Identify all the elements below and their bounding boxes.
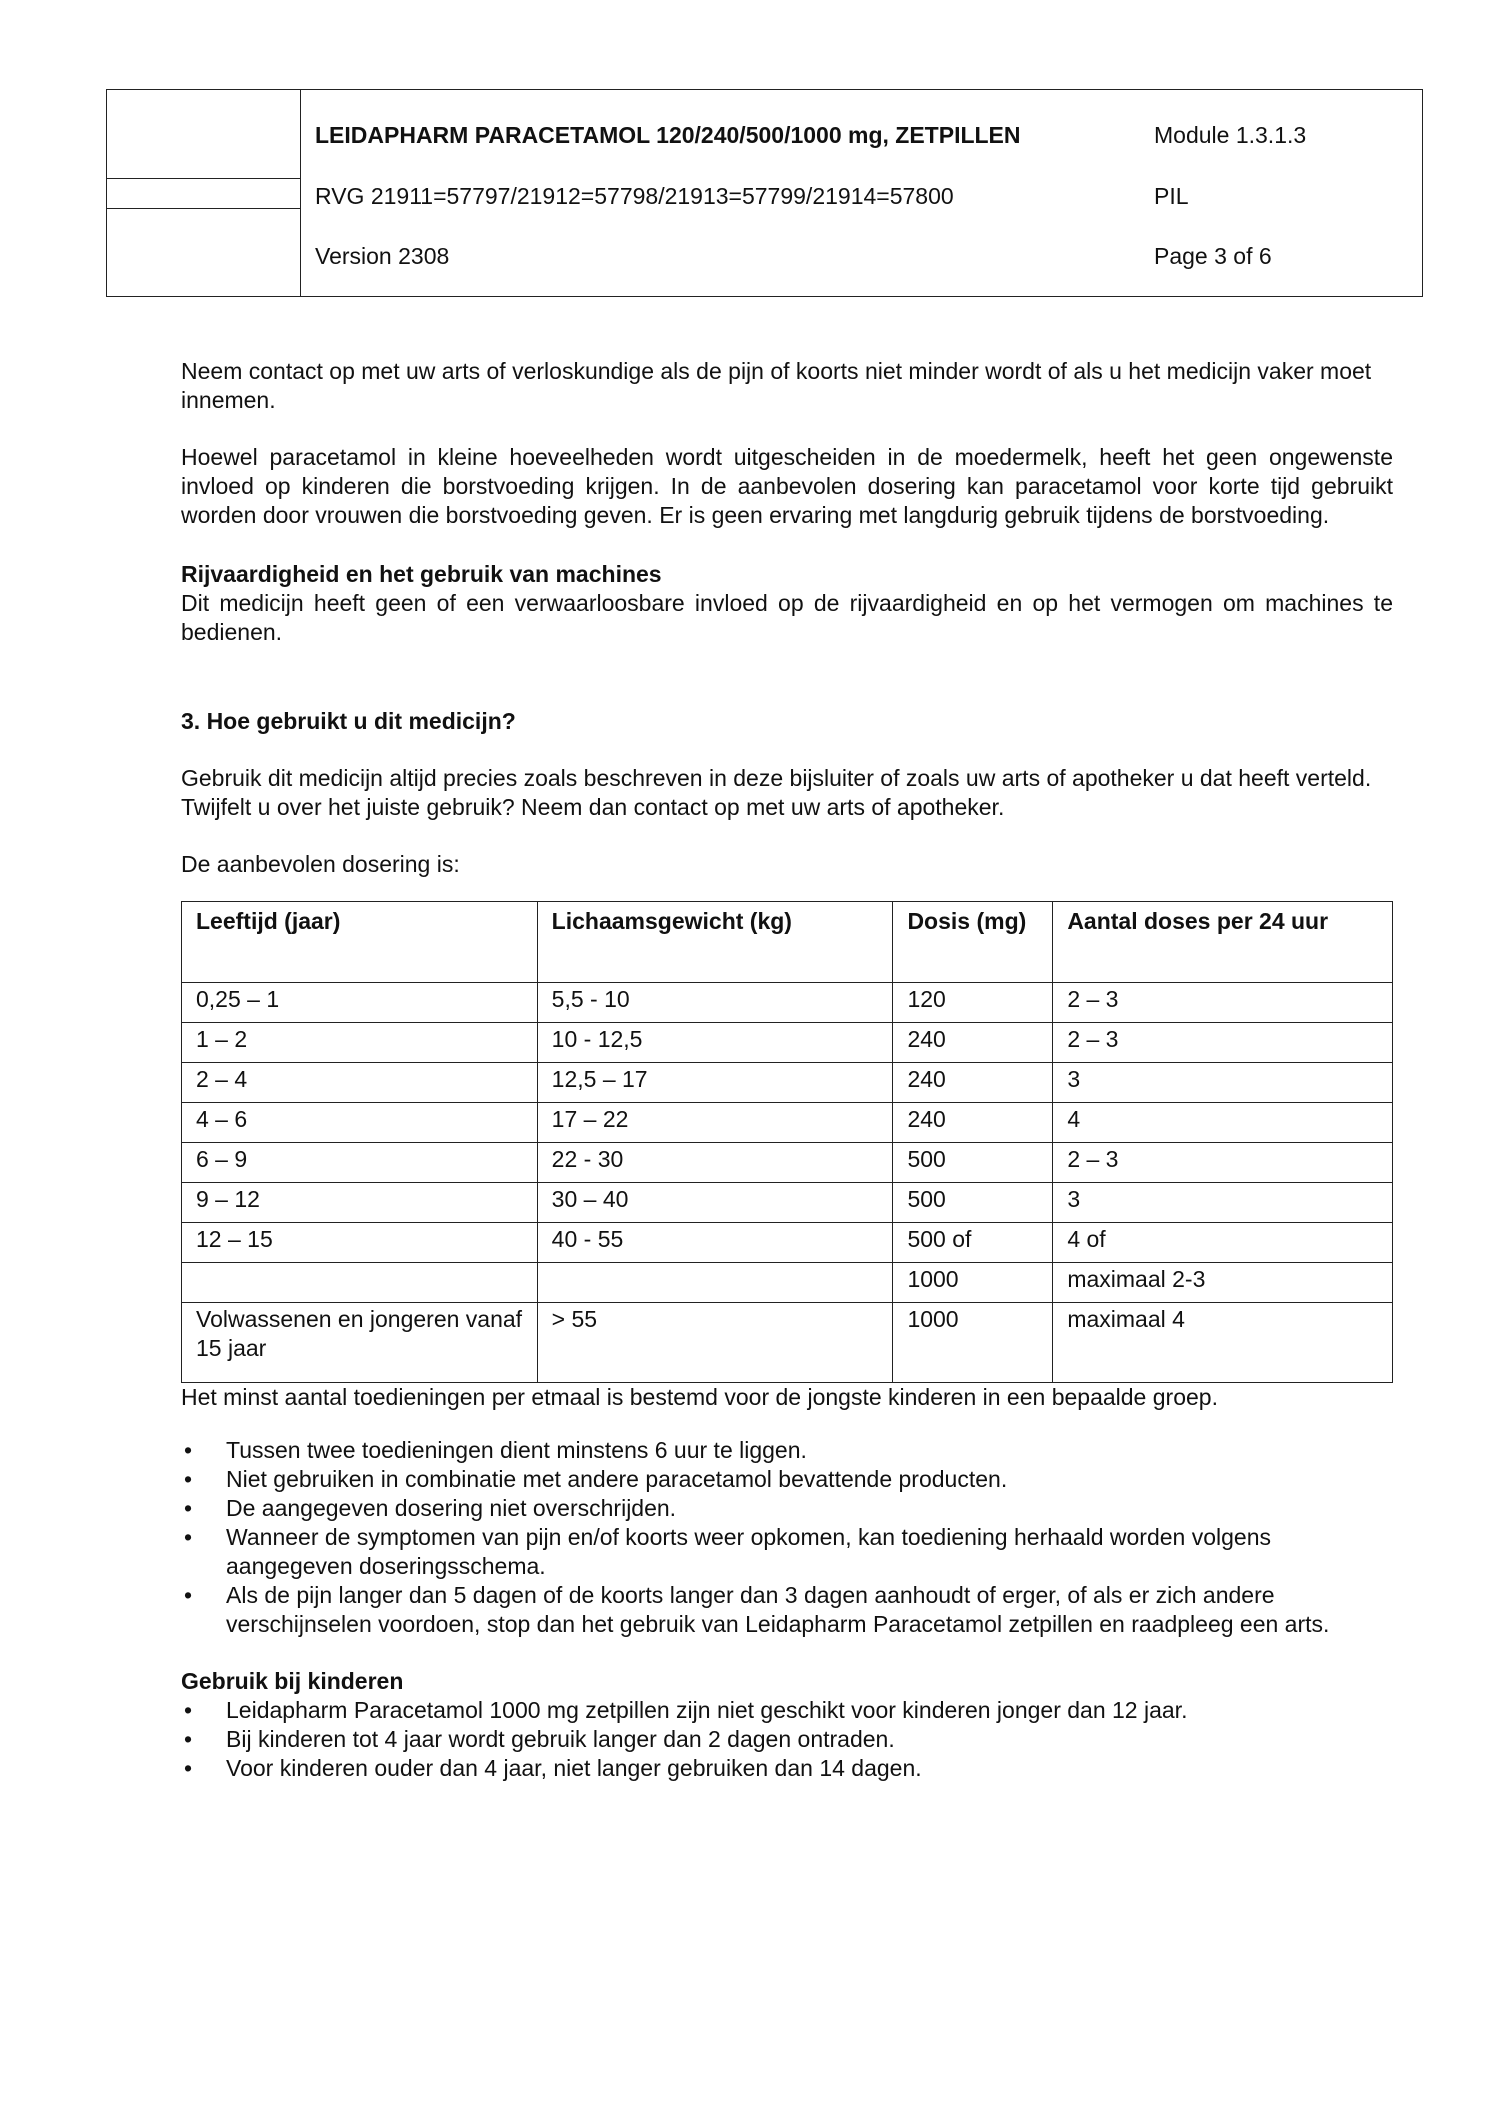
- bullet: •: [184, 1495, 193, 1521]
- bullet: •: [184, 1582, 193, 1608]
- dose-cell: 500 of: [893, 1223, 1053, 1263]
- weight-cell: 10 - 12,5: [537, 1023, 893, 1063]
- list-item: [181, 1465, 1393, 1494]
- list-item: [181, 1754, 1393, 1783]
- dose-cell: 500: [893, 1143, 1053, 1183]
- weight-cell: 40 - 55: [537, 1223, 893, 1263]
- list-item-text: Als de pijn langer dan 5 dagen of de koorts langer dan 3 dagen aanhoudt of erger, of als er zich andere verschijnselen voordoen, stop dan het gebruik van Leidapharm Paracetamol zetpillen en raadpleeg een arts.: [226, 1582, 1330, 1637]
- doses-per-day-cell: 2 – 3: [1053, 1023, 1393, 1063]
- table-row: [182, 1103, 1393, 1143]
- list-item: [181, 1494, 1393, 1523]
- list-item-text: Tussen twee toedieningen dient minstens 6 uur te liggen.: [226, 1437, 807, 1463]
- dosing-bullet-list: [181, 1436, 1393, 1639]
- dose-cell: 240: [893, 1023, 1053, 1063]
- dosing-intro: De aanbevolen dosering is:: [181, 851, 460, 877]
- bullet: •: [184, 1466, 193, 1492]
- age-cell: Volwassenen en jongeren vanaf 15 jaar: [182, 1303, 538, 1383]
- document-type: PIL: [1154, 183, 1189, 209]
- contact-paragraph: Neem contact op met uw arts of verloskundige als de pijn of koorts niet minder wordt of als u het medicijn vaker moet innemen.: [181, 358, 1372, 413]
- doses-per-day-cell: 4 of: [1053, 1223, 1393, 1263]
- document-body: [181, 357, 1393, 1783]
- table-row: [182, 1143, 1393, 1183]
- table-row: [182, 1183, 1393, 1223]
- page-number: Page 3 of 6: [1154, 243, 1272, 269]
- product-title: LEIDAPHARM PARACETAMOL 120/240/500/1000 mg, ZETPILLEN: [315, 122, 1021, 148]
- bullet: •: [184, 1726, 193, 1752]
- doses-per-day-cell: maximaal 4: [1053, 1303, 1393, 1383]
- weight-cell: 12,5 – 17: [537, 1063, 893, 1103]
- doses-per-day-cell: maximaal 2-3: [1053, 1263, 1393, 1303]
- weight-cell: [537, 1263, 893, 1303]
- list-item-text: Niet gebruiken in combinatie met andere paracetamol bevattende producten.: [226, 1466, 1008, 1492]
- doses-per-day-cell: 2 – 3: [1053, 1143, 1393, 1183]
- dosing-table: [181, 901, 1393, 1383]
- weight-cell: 30 – 40: [537, 1183, 893, 1223]
- children-heading: Gebruik bij kinderen: [181, 1668, 404, 1694]
- age-cell: 9 – 12: [182, 1183, 538, 1223]
- rvg-numbers: RVG 21911=57797/21912=57798/21913=57799/21914=57800: [315, 183, 954, 209]
- list-item-text: Wanneer de symptomen van pijn en/of koorts weer opkomen, kan toediening herhaald worden volgens aangegeven doseringsschema.: [226, 1524, 1271, 1579]
- list-item-text: Leidapharm Paracetamol 1000 mg zetpillen zijn niet geschikt voor kinderen jonger dan 12 jaar.: [226, 1697, 1188, 1723]
- doses-per-day-cell: 3: [1053, 1063, 1393, 1103]
- table-row: [182, 1263, 1393, 1303]
- weight-cell: > 55: [537, 1303, 893, 1383]
- age-cell: 0,25 – 1: [182, 983, 538, 1023]
- children-bullet-list: [181, 1696, 1393, 1783]
- bullet: •: [184, 1524, 193, 1550]
- breastfeeding-paragraph: Hoewel paracetamol in kleine hoeveelheden wordt uitgescheiden in de moedermelk, heeft het geen ongewenste invloed op kinderen die borstvoeding krijgen. In de aanbevolen dosering kan paracetamol voor korte tijd gebruikt worden door vrouwen die borstvoeding geven. Er is geen ervaring met langdurig gebruik tijdens de borstvoeding.: [181, 444, 1393, 528]
- weight-cell: 22 - 30: [537, 1143, 893, 1183]
- dosing-table-header-row: [182, 902, 1393, 983]
- version-label: Version 2308: [315, 243, 450, 269]
- doses-per-day-cell: 4: [1053, 1103, 1393, 1143]
- list-item-text: Bij kinderen tot 4 jaar wordt gebruik langer dan 2 dagen ontraden.: [226, 1726, 895, 1752]
- age-cell: 2 – 4: [182, 1063, 538, 1103]
- dose-cell: 240: [893, 1063, 1053, 1103]
- list-item-text: De aangegeven dosering niet overschrijden.: [226, 1495, 677, 1521]
- table-row: [182, 1023, 1393, 1063]
- list-item: [181, 1581, 1393, 1639]
- dose-cell: 240: [893, 1103, 1053, 1143]
- dose-cell: 1000: [893, 1263, 1053, 1303]
- bullet: •: [184, 1437, 193, 1463]
- age-cell: 4 – 6: [182, 1103, 538, 1143]
- column-header-dose: Dosis (mg): [893, 902, 1053, 983]
- table-row: [182, 1063, 1393, 1103]
- table-row: [182, 983, 1393, 1023]
- header-divider-vertical: [300, 90, 301, 296]
- column-header-doses-per-day: Aantal doses per 24 uur: [1053, 902, 1393, 983]
- bullet: •: [184, 1697, 193, 1723]
- list-item: [181, 1523, 1393, 1581]
- dose-cell: 120: [893, 983, 1053, 1023]
- weight-cell: 5,5 - 10: [537, 983, 893, 1023]
- list-item: [181, 1725, 1393, 1754]
- usage-paragraph: Gebruik dit medicijn altijd precies zoals beschreven in deze bijsluiter of zoals uw arts of apotheker u dat heeft verteld. Twijfelt u over het juiste gebruik? Neem dan contact op met uw arts of apotheker.: [181, 765, 1372, 820]
- age-cell: 12 – 15: [182, 1223, 538, 1263]
- dose-cell: 500: [893, 1183, 1053, 1223]
- header-divider-2: [107, 208, 300, 209]
- bullet: •: [184, 1755, 193, 1781]
- module-number: Module 1.3.1.3: [1154, 122, 1307, 148]
- age-cell: 1 – 2: [182, 1023, 538, 1063]
- doses-per-day-cell: 2 – 3: [1053, 983, 1393, 1023]
- column-header-age: Leeftijd (jaar): [182, 902, 538, 983]
- list-item-text: Voor kinderen ouder dan 4 jaar, niet langer gebruiken dan 14 dagen.: [226, 1755, 922, 1781]
- column-header-weight: Lichaamsgewicht (kg): [537, 902, 893, 983]
- table-row: [182, 1223, 1393, 1263]
- table-note: Het minst aantal toedieningen per etmaal is bestemd voor de jongste kinderen in een bepaalde groep.: [181, 1384, 1218, 1410]
- driving-heading: Rijvaardigheid en het gebruik van machines: [181, 561, 662, 587]
- header-divider-1: [107, 178, 300, 179]
- table-row: [182, 1303, 1393, 1383]
- age-cell: 6 – 9: [182, 1143, 538, 1183]
- section-3-heading: 3. Hoe gebruikt u dit medicijn?: [181, 708, 516, 734]
- driving-paragraph: Dit medicijn heeft geen of een verwaarloosbare invloed op de rijvaardigheid en op het vermogen om machines te bedienen.: [181, 590, 1393, 645]
- dose-cell: 1000: [893, 1303, 1053, 1383]
- weight-cell: 17 – 22: [537, 1103, 893, 1143]
- document-header: [106, 89, 1423, 297]
- age-cell: [182, 1263, 538, 1303]
- list-item: [181, 1436, 1393, 1465]
- list-item: [181, 1696, 1393, 1725]
- doses-per-day-cell: 3: [1053, 1183, 1393, 1223]
